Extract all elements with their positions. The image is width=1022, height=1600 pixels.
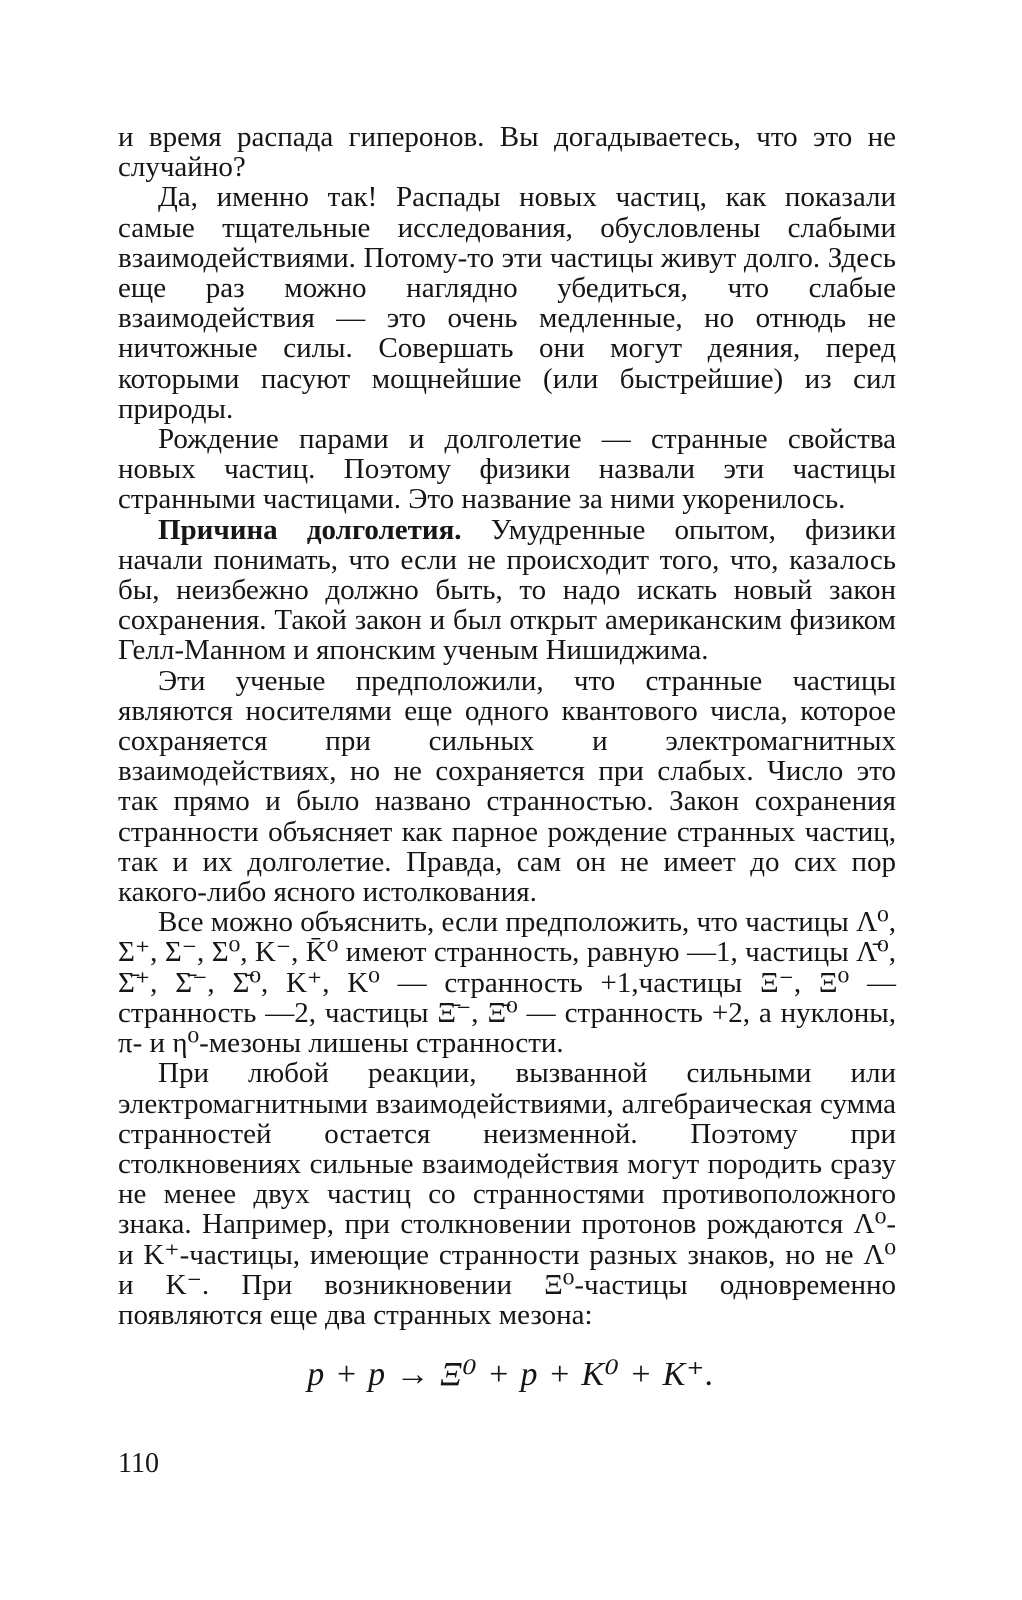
paragraph-6: Все можно объяснить, если предположить, что частицы Λ⁰, Σ⁺, Σ⁻, Σ⁰, K⁻, K̄⁰ имеют странность, равную —1, частицы Λ̄⁰, Σ̄⁺, Σ̄⁻, Σ̄⁰, K⁺, K⁰ — странность +1,частицы Ξ⁻, Ξ⁰ — странность —2, частицы Ξ̄⁻, Ξ̄⁰ — странность +2, а нуклоны, π- и η⁰-мезоны лишены странности.	[118, 906, 896, 1060]
body-text	[118, 122, 896, 1330]
section-heading: Причина долголетия.	[158, 513, 462, 546]
paragraph-7: При любой реакции, вызванной сильными или электромагнитными взаимодействиями, алгебраическая сумма странностей остается неизменной. Поэтому при столкновениях сильные взаимодействия могут породить сразу не менее двух частиц со странностями противоположного знака. Например, при столкновении протонов рождаются Λ⁰- и K⁺-частицы, имеющие странности разных знаков, но не Λ⁰ и K⁻. При возникновении Ξ⁰-частицы одновременно появляются еще два странных мезона:	[118, 1057, 896, 1331]
paragraph-4	[118, 515, 896, 666]
paragraph-4-text: Умудренные опытом, физики начали понимать, что если не происходит того, что, казалось бы, неизбежно должно быть, то надо искать новый закон сохранения. Такой закон и был открыт американским физиком Гелл-Манном и японским ученым Нишиджима.	[118, 513, 896, 667]
paragraph-2: Да, именно так! Распады новых частиц, как показали самые тщательные исследования, обусловлены слабыми взаимодействиями. Потому-то эти частицы живут долго. Здесь еще раз можно наглядно убедиться, что слабые взаимодействия — это очень медленные, но отнюдь не ничтожные силы. Совершать они могут деяния, перед которыми пасуют мощнейшие (или быстрейшие) из сил природы.	[118, 181, 896, 425]
page-number: 110	[118, 1448, 159, 1479]
paragraph-1: и время распада гиперонов. Вы догадываетесь, что это не случайно?	[118, 121, 896, 184]
paragraph-5: Эти ученые предположили, что странные частицы являются носителями еще одного квантового числа, которое сохраняется при сильных и электромагнитных взаимодействиях, но не сохраняется при слабых. Число это так прямо и было названо странностью. Закон сохранения странности объясняет как парное рождение странных частиц, так и их долголетие. Правда, сам он не имеет до сих пор какого-либо ясного истолкования.	[118, 664, 896, 909]
reaction-formula: p + p → Ξ⁰ + p + K⁰ + K⁺.	[307, 1356, 715, 1393]
paragraph-3: Рождение парами и долголетие — странные свойства новых частиц. Поэтому физики назвали эти частицы странными частицами. Это название за ними укоренилось.	[118, 423, 896, 516]
